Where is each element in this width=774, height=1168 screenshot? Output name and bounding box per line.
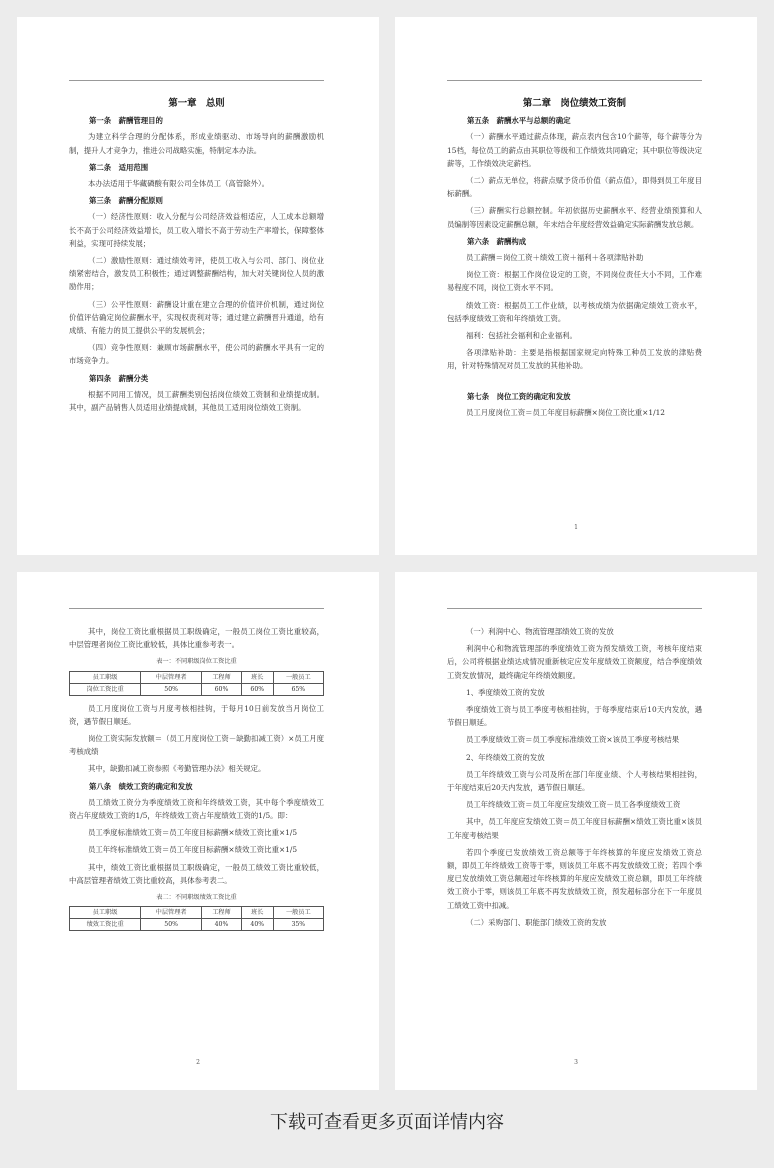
paragraph: 其中，岗位工资比重根据员工职级确定，一般员工岗位工资比重较高，中层管理者岗位工资比重较低，具体比重参考表一。 [69, 627, 324, 650]
table-cell: 一般员工 [273, 907, 323, 919]
paragraph: 员工薪酬＝岗位工资＋绩效工资＋福利＋各项津贴补助 [466, 253, 644, 263]
table-cell: 60% [202, 683, 242, 695]
document-page-3 [17, 572, 379, 1090]
table-row [70, 919, 324, 931]
document-page-4 [395, 572, 757, 1090]
paragraph: 员工绩效工资分为季度绩效工资和年终绩效工资，其中每个季度绩效工资占年度绩效工资的1/5，年终绩效工资占年度绩效工资的1/5。即： [69, 797, 324, 821]
paragraph: 为建立科学合理的分配体系，形成业绩驱动、市场导向的薪酬激励机制，提升人才竞争力，推进公司战略实施，特制定本办法。 [69, 132, 324, 155]
paragraph: 季度绩效工资与员工季度考核相挂钩，于每季度结束后10天内发放，遇节假日顺延。 [447, 705, 702, 728]
paragraph: 员工年终标准绩效工资＝员工年度目标薪酬×绩效工资比重×1/5 [88, 845, 298, 855]
header-rule [447, 80, 702, 81]
paragraph: 员工月度岗位工资＝员工年度目标薪酬×岗位工资比重×1/12 [466, 407, 665, 417]
article-heading: 第六条 薪酬构成 [467, 236, 527, 246]
paragraph: 根据不同用工情况，员工薪酬类别包括岗位绩效工资制和业绩提成制。其中，副产品销售人员适用业绩提成制，其他员工适用岗位绩效工资制。 [69, 389, 324, 413]
spacer [447, 377, 702, 387]
paragraph: 其中，缺勤扣减工资参照《考勤管理办法》相关规定。 [88, 764, 266, 774]
table-cell: 班长 [241, 671, 273, 683]
article-heading: 第一条 薪酬管理目的 [89, 116, 163, 126]
paragraph: 岗位工资：根据工作岗位设定的工资，不同岗位责任大小不同，工作难易程度不同，岗位工资水平不同。 [447, 270, 702, 293]
header-rule [69, 608, 324, 609]
paragraph: 2、年终绩效工资的发放 [466, 752, 545, 762]
paragraph: 若四个季度已发放绩效工资总额等于年终核算的年度应发绩效工资总额，即员工年终绩效工资等于零，则该员工年底不再发放绩效工资；若四个季度已发放绩效工资总额超过年终核算的年度应发绩效工资总额，即员工年终绩效工资小于零，则该员工年底不再发放绩效工资，预发超标部分在下一年度员工绩效工资中扣减。 [447, 847, 702, 910]
paragraph: （三）薪酬实行总额控制。年初依据历史薪酬水平、经营业绩预算和人员编制等因素设定薪酬总额，年末结合年度经营效益确定实际薪酬发放总额。 [447, 206, 702, 229]
page-content [447, 95, 702, 423]
article-heading: 第四条 薪酬分类 [89, 373, 149, 383]
paragraph: （二）薪点无单位，将薪点赋予货币价值（薪点值），即得到员工年度目标薪酬。 [447, 176, 702, 199]
table-cell: 35% [273, 919, 323, 931]
table-cell: 50% [141, 683, 202, 695]
page-number: 1 [574, 524, 578, 531]
table-caption: 表二：不同职级绩效工资比重 [156, 894, 237, 902]
paragraph: 岗位工资实际发放额＝（员工月度岗位工资－缺勤扣减工资）×员工月度考核成绩 [69, 734, 324, 757]
page-content [69, 622, 324, 937]
document-page-2 [395, 17, 757, 555]
paragraph: （二）采购部门、职能部门绩效工资的发放 [466, 917, 607, 927]
paragraph: （一）利润中心、物流管理部绩效工资的发放 [466, 627, 614, 636]
paragraph: 福利：包括社会福利和企业福利。 [466, 331, 577, 341]
table-cell: 工程师 [202, 907, 242, 919]
table-caption: 表一：不同职级岗位工资比重 [156, 658, 237, 666]
article-heading: 第八条 绩效工资的确定和发放 [89, 781, 193, 791]
table-cell: 员工职级 [70, 671, 141, 683]
paragraph: 其中，绩效工资比重根据员工职级确定，一般员工绩效工资比重较低，中高层管理者绩效工资比重较高，具体参考表二。 [69, 862, 324, 885]
paragraph: （四）竞争性原则：兼顾市场薪酬水平，使公司的薪酬水平具有一定的市场竞争力。 [69, 343, 324, 366]
paragraph: 1、季度绩效工资的发放 [466, 687, 545, 697]
table-cell: 岗位工资比重 [70, 683, 141, 695]
paragraph: 员工年终绩效工资＝员工年度应发绩效工资－员工各季度绩效工资 [466, 800, 681, 810]
ratio-table [69, 906, 324, 931]
table-cell: 中层管理者 [141, 907, 202, 919]
paragraph: （一）经济性原则：收入分配与公司经济效益相适应，人工成本总额增长不高于公司经济效益增长，员工收入增长不高于劳动生产率增长，保障整体利益，实现可持续发展； [69, 212, 324, 248]
paragraph: （一）薪酬水平通过薪点体现，薪点表内包含10个薪等，每个薪等分为15档，每位员工的薪点由其职位等级和工作绩效共同确定；其中职位等级决定薪等，工作绩效决定薪档。 [447, 132, 702, 168]
table-cell: 工程师 [202, 671, 242, 683]
paragraph: （二）激励性原则：通过绩效考评，使员工收入与公司、部门、岗位业绩紧密结合，激发员工积极性；通过调整薪酬结构，加大对关键岗位人员的激励作用； [69, 256, 324, 292]
article-heading: 第二条 适用范围 [89, 162, 149, 172]
table-cell: 60% [241, 683, 273, 695]
chapter-title: 第一章 总则 [168, 98, 225, 109]
document-page-1 [17, 17, 379, 555]
table-cell: 65% [273, 683, 323, 695]
table-row [70, 683, 324, 695]
table-cell: 40% [241, 919, 273, 931]
article-heading: 第五条 薪酬水平与总额的确定 [467, 116, 571, 126]
paragraph: 其中，员工年度应发绩效工资＝员工年度目标薪酬×绩效工资比重×该员工年度考核结果 [447, 817, 702, 840]
paragraph: 本办法适用于华藏磷酸有限公司全体员工（高管除外）。 [88, 179, 270, 189]
page-number: 2 [196, 1059, 200, 1066]
paragraph: 员工季度标准绩效工资＝员工年度目标薪酬×绩效工资比重×1/5 [88, 828, 298, 838]
table-cell: 一般员工 [273, 671, 323, 683]
page-content [69, 95, 324, 418]
header-rule [69, 80, 324, 81]
page-content [447, 622, 702, 933]
paragraph: 员工年终绩效工资与公司及所在部门年度业绩、个人考核结果相挂钩，于年度结束后20天内发放，遇节假日顺延。 [447, 769, 702, 793]
table-cell: 绩效工资比重 [70, 919, 141, 931]
paragraph: （三）公平性原则：薪酬设计重在建立合理的价值评价机制，通过岗位价值评估确定岗位薪酬水平，实现权责利对等；通过建立薪酬晋升通道，给有成绩、有能力的员工提供公平的发展机会； [69, 299, 324, 336]
article-heading: 第三条 薪酬分配原则 [89, 196, 163, 206]
table-cell: 50% [141, 919, 202, 931]
table-cell: 员工职级 [70, 907, 141, 919]
table-row [70, 907, 324, 919]
header-rule [447, 608, 702, 609]
paragraph: 利润中心和物流管理部的季度绩效工资为预发绩效工资，考核年度结束后，公司将根据业绩达成情况重新核定应发年度绩效工资额度，结合季度绩效工资发放情况，最终确定年终绩效额度。 [447, 644, 702, 680]
table-cell: 40% [202, 919, 242, 931]
article-heading: 第七条 岗位工资的确定和发放 [467, 391, 571, 401]
paragraph: 各项津贴补助：主要是指根据国家规定向特殊工种员工发放的津贴费用，针对特殊情况对员工发放的其他补助。 [447, 348, 702, 371]
table-cell: 中层管理者 [141, 671, 202, 683]
paragraph: 绩效工资：根据员工工作业绩，以考核成绩为依据确定绩效工资水平，包括季度绩效工资和年终绩效工资。 [447, 300, 702, 323]
page-number: 3 [574, 1059, 578, 1066]
download-more-link[interactable]: 下载可查看更多页面详情内容 [270, 1112, 504, 1133]
table-row [70, 671, 324, 683]
chapter-title: 第二章 岗位绩效工资制 [522, 98, 627, 109]
table-cell: 班长 [241, 907, 273, 919]
paragraph: 员工季度绩效工资＝员工季度标准绩效工资×该员工季度考核结果 [466, 735, 680, 745]
paragraph: 员工月度岗位工资与月度考核相挂钩，于每月10日前发放当月岗位工资，遇节假日顺延。 [69, 703, 324, 726]
ratio-table [69, 671, 324, 696]
